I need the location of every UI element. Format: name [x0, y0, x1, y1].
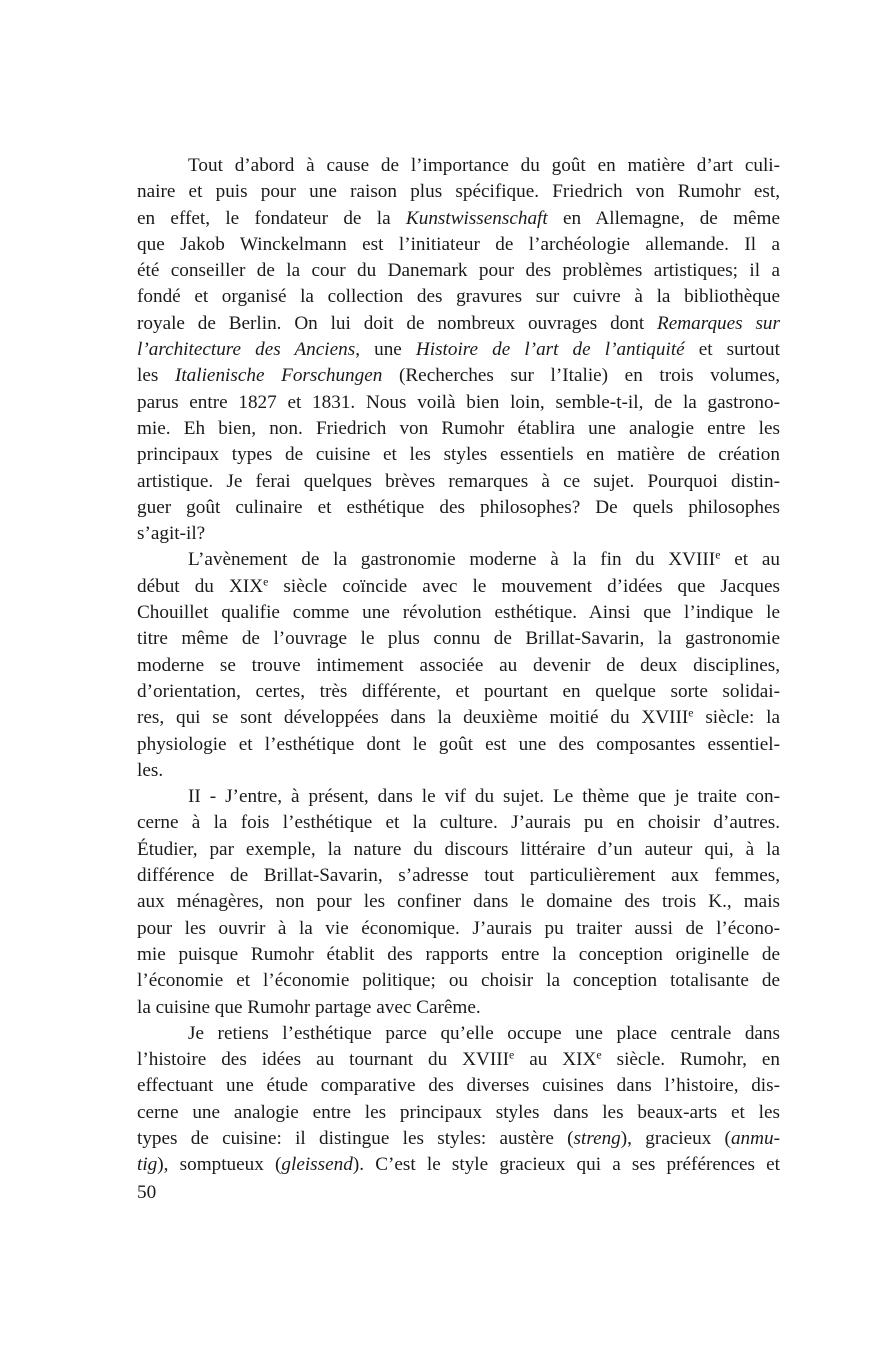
text-line [137, 179, 780, 205]
italic-text: Kunstwissenschaft [405, 207, 548, 229]
text-segment: , une [355, 339, 416, 361]
text-line [137, 284, 780, 310]
text-segment: II - J’entre, à présent, dans le vif du sujet. Le thème que je traite con- [188, 786, 780, 808]
text-segment: types de cuisine: il distingue les styles: austère ( [137, 1127, 574, 1149]
body-text [137, 153, 780, 1179]
italic-text: tig [137, 1154, 158, 1176]
superscript: e [715, 547, 721, 562]
text-segment: en Allemagne, de même [547, 207, 780, 229]
text-segment: principaux types de cuisine et les styles essentiels en matière de création [137, 444, 780, 466]
italic-text: gleissend [281, 1154, 353, 1176]
text-line [137, 758, 780, 784]
superscript: e [596, 1047, 602, 1062]
text-segment: siècle. Rumohr, en [601, 1049, 780, 1071]
text-segment: ), gracieux ( [620, 1127, 731, 1149]
text-line [137, 153, 780, 179]
text-line [137, 1047, 780, 1073]
text-line [137, 705, 780, 731]
text-line [137, 626, 780, 652]
italic-text: Histoire de l’art de l’antiquité [415, 339, 685, 361]
text-line [137, 1152, 780, 1178]
text-line [137, 495, 780, 521]
text-line [137, 547, 780, 573]
text-segment: fondé et organisé la collection des gravures sur cuivre à la bibliothèque [137, 286, 780, 308]
text-line [137, 206, 780, 232]
text-segment: mie puisque Rumohr établit des rapports entre la conception originelle de [137, 943, 780, 965]
text-segment: au XIX [514, 1049, 597, 1071]
text-segment: les [137, 365, 175, 387]
text-line [137, 416, 780, 442]
text-segment: et au [720, 549, 780, 571]
text-line [137, 784, 780, 810]
text-segment: cerne à la fois l’esthétique et la culture. J’aurais pu en choisir d’autres. [137, 812, 780, 834]
text-segment: guer goût culinaire et esthétique des philosophes? De quels philosophes [137, 496, 780, 518]
text-line [137, 916, 780, 942]
text-segment: que Jakob Winckelmann est l’initiateur de l’archéologie allemande. Il a [137, 233, 780, 255]
text-line [137, 1021, 780, 1047]
text-line [137, 942, 780, 968]
text-segment: L’avènement de la gastronomie moderne à la fin du XVIII [188, 549, 716, 571]
text-segment: été conseiller de la cour du Danemark pour des problèmes artistiques; il a [137, 260, 780, 282]
text-segment: Tout d’abord à cause de l’importance du goût en matière d’art culi- [188, 155, 780, 176]
text-segment: s’agit-il? [137, 523, 206, 545]
text-segment: cerne une analogie entre les principaux styles dans les beaux-arts et les [137, 1101, 780, 1123]
text-line [137, 258, 780, 284]
text-segment: l’économie et l’économie politique; ou choisir la conception totalisante de [137, 970, 780, 992]
text-segment: différence de Brillat-Savarin, s’adresse tout particulièrement aux femmes, [137, 865, 780, 887]
text-segment: siècle coïncide avec le mouvement d’idées que Jacques [268, 575, 781, 597]
text-segment: artistique. Je ferai quelques brèves remarques à ce sujet. Pourquoi distin- [137, 470, 780, 492]
text-segment: mie. Eh bien, non. Friedrich von Rumohr établira une analogie entre les [137, 417, 780, 439]
italic-text: anmu- [730, 1127, 780, 1149]
text-segment: début du XIX [137, 575, 264, 597]
text-line [137, 521, 780, 547]
italic-text: Remarques sur [657, 312, 780, 334]
italic-text: Italienische Forschungen [174, 365, 383, 387]
text-segment: royale de Berlin. On lui doit de nombreux ouvrages dont [137, 312, 658, 334]
text-line [137, 810, 780, 836]
text-line [137, 390, 780, 416]
text-line [137, 363, 780, 389]
text-line [137, 311, 780, 337]
text-line [137, 679, 780, 705]
superscript: e [263, 574, 269, 589]
text-line [137, 837, 780, 863]
text-segment: ), somptueux ( [157, 1154, 282, 1176]
text-segment: Je retiens l’esthétique parce qu’elle occupe une place centrale dans [188, 1022, 780, 1044]
text-segment: physiologie et l’esthétique dont le goût est une des composantes essentiel- [137, 733, 780, 755]
text-segment: d’orientation, certes, très différente, et pourtant en quelque sorte solidai- [137, 680, 780, 702]
text-segment: la cuisine que Rumohr partage avec Carême. [137, 996, 481, 1018]
text-line [137, 1073, 780, 1099]
superscript: e [688, 705, 694, 720]
text-segment: et surtout [684, 339, 780, 361]
text-line [137, 968, 780, 994]
italic-text: streng [573, 1127, 621, 1149]
text-line [137, 995, 780, 1021]
text-segment: titre même de l’ouvrage le plus connu de Brillat-Savarin, la gastronomie [137, 628, 780, 650]
text-segment: Étudier, par exemple, la nature du discours littéraire d’un auteur qui, à la [137, 838, 780, 860]
text-segment: parus entre 1827 et 1831. Nous voilà bien loin, semble-t-il, de la gastrono- [137, 391, 780, 413]
text-line [137, 232, 780, 258]
text-line [137, 600, 780, 626]
text-line [137, 863, 780, 889]
text-segment: (Recherches sur l’Italie) en trois volumes, [382, 365, 780, 387]
text-line [137, 337, 780, 363]
text-line [137, 1100, 780, 1126]
text-segment: moderne se trouve intimement associée au devenir de deux disciplines, [137, 654, 780, 676]
text-line [137, 653, 780, 679]
text-segment: res, qui se sont développées dans la deuxième moitié du XVIII [137, 707, 689, 729]
text-segment: siècle: la [693, 707, 780, 729]
text-line [137, 889, 780, 915]
text-segment: les. [137, 759, 164, 781]
text-line [137, 732, 780, 758]
text-segment: ). C’est le style gracieux qui a ses préférences et [352, 1154, 780, 1176]
page-number: 50 [137, 1182, 157, 1203]
text-segment: effectuant une étude comparative des diverses cuisines dans l’histoire, dis- [137, 1075, 780, 1097]
italic-text: l’architecture des Anciens [137, 339, 356, 361]
text-segment: aux ménagères, non pour les confiner dans le domaine des trois K., mais [137, 891, 780, 913]
text-line [137, 574, 780, 600]
superscript: e [509, 1047, 515, 1062]
text-line [137, 469, 780, 495]
text-segment: pour les ouvrir à la vie économique. J’aurais pu traiter aussi de l’écono- [137, 917, 780, 939]
text-segment: en effet, le fondateur de la [137, 207, 406, 229]
text-segment: l’histoire des idées au tournant du XVIII [137, 1049, 510, 1071]
text-segment: naire et puis pour une raison plus spécifique. Friedrich von Rumohr est, [137, 181, 780, 203]
text-segment: Chouillet qualifie comme une révolution esthétique. Ainsi que l’indique le [137, 602, 780, 624]
text-line [137, 442, 780, 468]
text-line [137, 1126, 780, 1152]
